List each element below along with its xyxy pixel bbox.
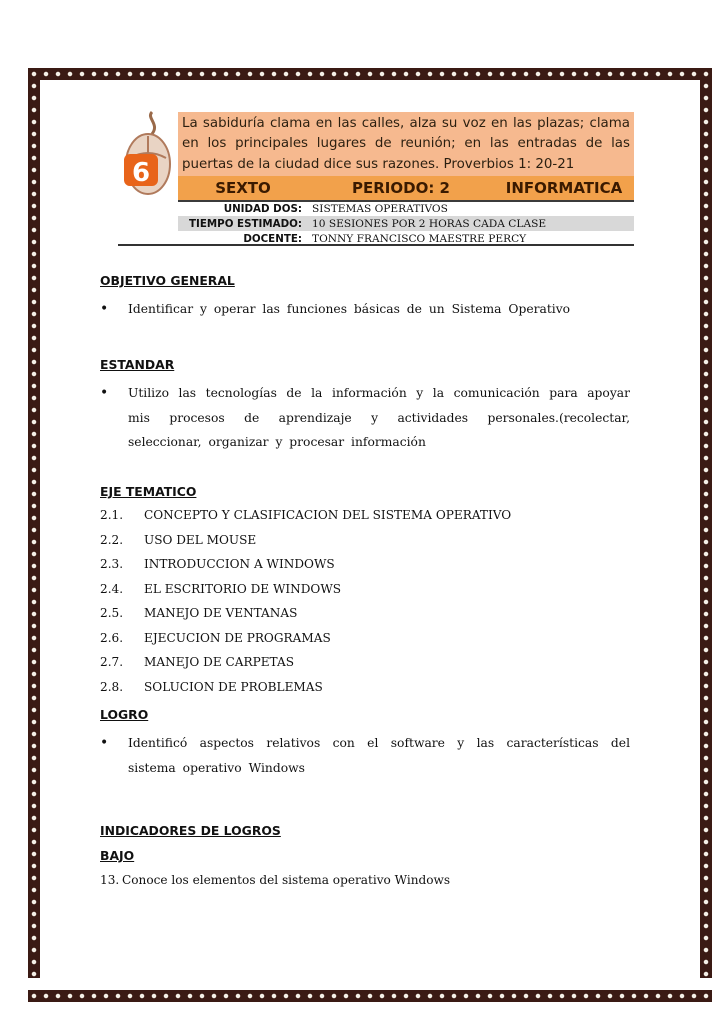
period-label: PERIODO: 2: [352, 179, 450, 197]
indicador-text: Conoce los elementos del sistema operativo Windows: [122, 873, 451, 887]
teacher-value: TONNY FRANCISCO MAESTRE PERCY: [312, 232, 527, 245]
eje-item-number: 2.8.: [100, 679, 124, 694]
info-row-unit: [178, 201, 634, 216]
objetivo-heading: OBJETIVO GENERAL: [100, 273, 235, 288]
time-value: 10 SESIONES POR 2 HORAS CADA CLASE: [312, 217, 547, 230]
bullet-icon: •: [100, 385, 109, 401]
eje-item-number: 2.6.: [100, 630, 124, 645]
bullet-icon: •: [100, 735, 109, 751]
eje-list-item: [100, 631, 331, 645]
level-heading: BAJO: [100, 848, 135, 863]
eje-list-item: [100, 533, 256, 547]
header-quote: La sabiduría clama en las calles, alza su voz en las plazas; clama en los principales lugares de reunión; en las entradas de las puertas de la ciudad dice sus razones. Proverbios 1: 20-21: [178, 112, 634, 177]
eje-heading: EJE TEMATICO: [100, 484, 197, 499]
eje-list-item: [100, 680, 323, 694]
unit-key: UNIDAD DOS:: [223, 202, 302, 215]
logro-text: Identificó aspectos relativos con el software y las características del sistema operativo Windows: [128, 736, 630, 775]
indicadores-heading: INDICADORES DE LOGROS: [100, 823, 281, 838]
eje-item-text: EJECUCION DE PROGRAMAS: [144, 630, 331, 645]
eje-item-text: SOLUCION DE PROBLEMAS: [144, 679, 323, 694]
eje-list-item: [100, 508, 511, 522]
bullet-icon: •: [100, 301, 109, 317]
info-row-time: [178, 216, 634, 231]
logro-heading: LOGRO: [100, 707, 149, 722]
grade-number: 6: [131, 158, 151, 188]
eje-item-number: 2.2.: [100, 532, 124, 547]
eje-item-number: 2.4.: [100, 581, 124, 596]
estandar-item: [100, 381, 630, 455]
time-key: TIEMPO ESTIMADO:: [189, 217, 302, 230]
eje-list-item: [100, 582, 341, 596]
page-border-top: [28, 68, 712, 80]
objetivo-text: Identificar y operar las funciones básicas de un Sistema Operativo: [128, 302, 571, 316]
eje-list-item: [100, 557, 335, 571]
grade-label: SEXTO: [215, 179, 271, 197]
eje-item-number: 2.7.: [100, 655, 124, 669]
page-border-left: [28, 68, 40, 978]
subject-label: INFORMATICA: [505, 179, 623, 197]
eje-item-number: 2.5.: [100, 606, 124, 620]
mouse-icon: [122, 108, 176, 196]
document-header: [118, 108, 634, 246]
teacher-key: DOCENTE:: [243, 232, 302, 245]
page-border-bottom: [28, 990, 712, 1002]
eje-item-text: MANEJO DE CARPETAS: [144, 655, 294, 669]
header-bar: [178, 176, 634, 202]
page-border-right: [700, 68, 712, 978]
eje-item-text: EL ESCRITORIO DE WINDOWS: [144, 581, 342, 596]
eje-item-number: 2.1.: [100, 508, 124, 522]
logro-item: [100, 731, 630, 780]
unit-value: SISTEMAS OPERATIVOS: [312, 202, 448, 215]
eje-list-item: [100, 655, 294, 669]
eje-list-item: [100, 606, 297, 620]
estandar-text: Utilizo las tecnologías de la información y la comunicación para apoyar mis procesos de aprendizaje y actividades personales.(recolectar, seleccionar, organizar y procesar información: [128, 386, 630, 449]
eje-item-text: MANEJO DE VENTANAS: [144, 606, 298, 620]
eje-item-text: CONCEPTO Y CLASIFICACION DEL SISTEMA OPERATIVO: [144, 508, 512, 522]
estandar-heading: ESTANDAR: [100, 357, 175, 372]
indicador-number: 13.: [100, 873, 120, 887]
header-rule: [118, 244, 634, 246]
eje-item-text: INTRODUCCION A WINDOWS: [144, 557, 335, 571]
eje-item-number: 2.3.: [100, 557, 124, 571]
eje-item-text: USO DEL MOUSE: [144, 532, 257, 547]
objetivo-item: [100, 297, 630, 322]
indicador-row: [100, 873, 450, 887]
